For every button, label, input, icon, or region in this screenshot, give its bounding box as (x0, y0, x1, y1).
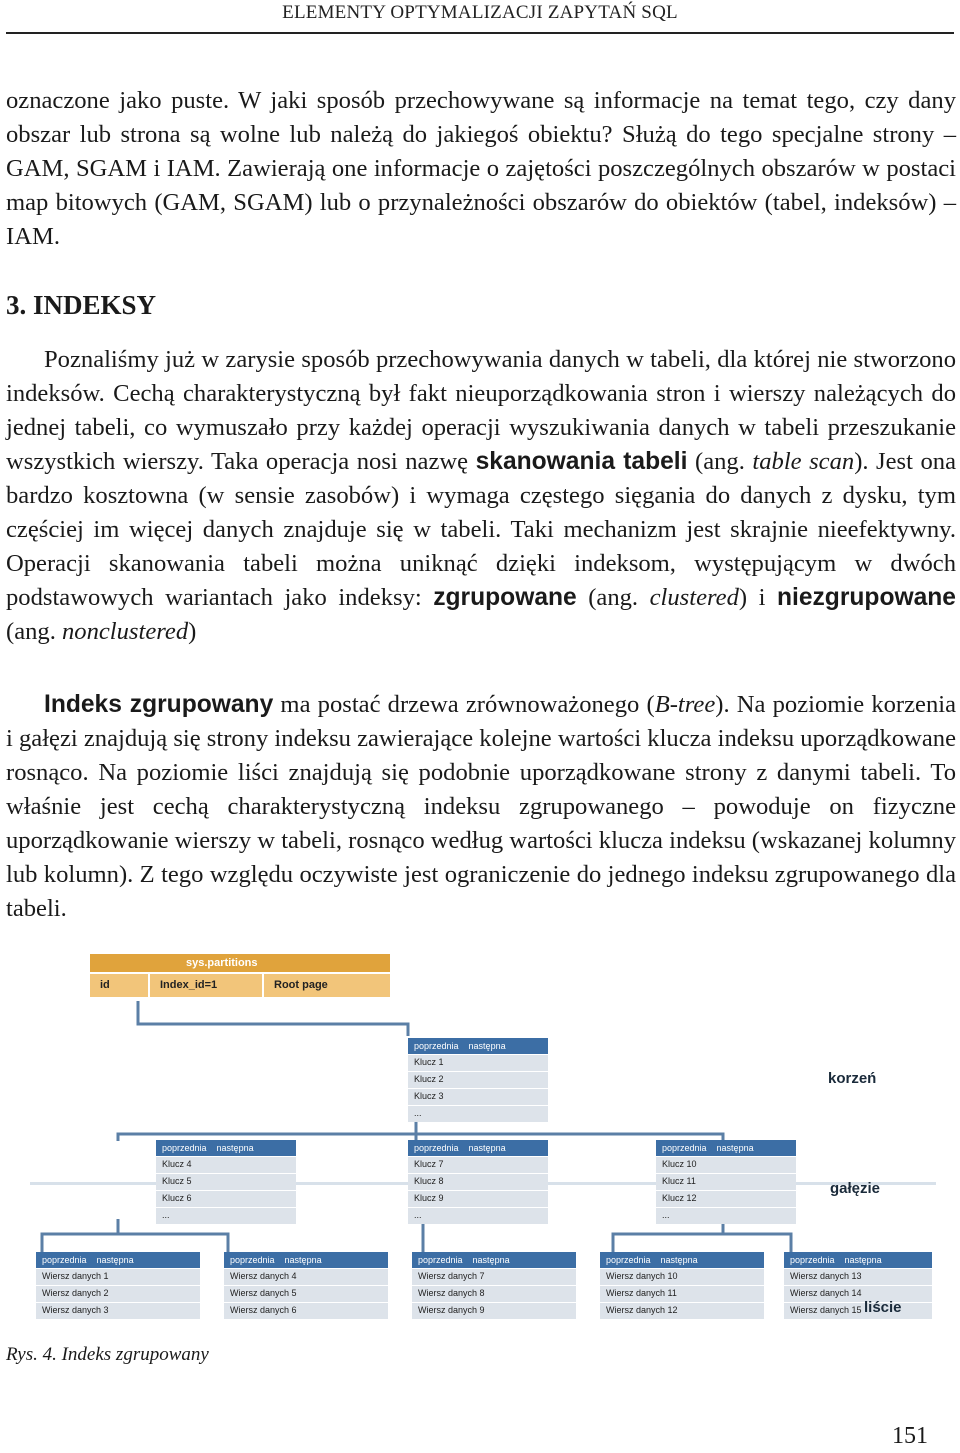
page-header: poprzednia następna (408, 1140, 548, 1156)
page-number: 151 (892, 1423, 928, 1449)
branch-row: Klucz 12 (656, 1190, 796, 1207)
level-label-root: korzeń (828, 1070, 877, 1087)
page-header: poprzednia następna (656, 1140, 796, 1156)
root-page (408, 1038, 548, 1122)
partition-cell-index-id: Index_id=1 (150, 974, 264, 997)
leaf-row: Wiersz danych 12 (600, 1302, 764, 1319)
leaf-page (412, 1252, 576, 1319)
branch-row: Klucz 4 (156, 1156, 296, 1173)
root-row: ... (408, 1105, 548, 1122)
paragraph-clustered (6, 688, 956, 926)
header-rule (6, 32, 954, 34)
sys-partitions-row (90, 974, 390, 997)
term-clustered-index: Indeks zgrupowany (44, 691, 274, 718)
term-table-scan: skanowania tabeli (475, 448, 688, 475)
paragraph-intro (6, 84, 956, 254)
page-header: poprzednia następna (412, 1252, 576, 1268)
root-row: Klucz 1 (408, 1054, 548, 1071)
leaf-page (600, 1252, 764, 1319)
leaf-page (224, 1252, 388, 1319)
level-label-branches: gałęzie (830, 1180, 881, 1197)
page-header: poprzednia następna (224, 1252, 388, 1268)
leaf-row: Wiersz danych 3 (36, 1302, 200, 1319)
branch-page (156, 1140, 296, 1224)
branch-row: Klucz 11 (656, 1173, 796, 1190)
paragraph-indexes-text: Poznaliśmy już w zarysie sposób przechowywania danych w tabeli, dla której nie stworzono indeksów. Cechą charakterystyczną był fakt nieuporządkowania stron i wierszy należących do jednej tabeli, co wymuszało przy każdej operacji wyszukiwania danych w tabeli przeszukanie wszystkich wierszy. Taka operacja nosi nazwę skanowania tabeli (ang. table scan). Jest ona bardzo kosztowna (w sensie zasobów) i wymaga częstego sięgania do danych z dysku, tym częściej im więcej danych znajduje się w tabeli. Taki mechanizm jest skrajnie nieefektywny. Operacji skanowania tabeli można uniknąć dzięki indeksom, występującym w dwóch podstawowych wariantach jako indeksy: zgrupowane (ang. clustered) i niezgrupowane (ang. nonclustered) (6, 346, 956, 645)
branch-row: ... (656, 1207, 796, 1224)
sys-partitions-table (90, 954, 390, 1001)
leaf-row: Wiersz danych 6 (224, 1302, 388, 1319)
leaf-page (784, 1252, 932, 1319)
branch-row: ... (408, 1207, 548, 1224)
leaf-row: Wiersz danych 11 (600, 1285, 764, 1302)
leaf-row: Wiersz danych 4 (224, 1268, 388, 1285)
branch-row: Klucz 7 (408, 1156, 548, 1173)
term-clustered: zgrupowane (433, 584, 577, 611)
page-header: poprzednia następna (408, 1038, 548, 1054)
branch-row: Klucz 8 (408, 1173, 548, 1190)
figure-caption: Rys. 4. Indeks zgrupowany (6, 1344, 209, 1365)
leaf-row: Wiersz danych 9 (412, 1302, 576, 1319)
sys-partitions-title: sys.partitions (90, 954, 390, 972)
level-label-leaves: liście (864, 1299, 902, 1316)
leaf-row: Wiersz danych 8 (412, 1285, 576, 1302)
leaf-row: Wiersz danych 10 (600, 1268, 764, 1285)
branch-row: Klucz 5 (156, 1173, 296, 1190)
running-head: ELEMENTY OPTYMALIZACJI ZAPYTAŃ SQL (282, 2, 678, 23)
term-nonclustered: niezgrupowane (776, 584, 956, 611)
partition-cell-id: id (90, 974, 150, 997)
clustered-index-diagram (28, 954, 938, 1326)
section-heading: 3. INDEKSY (6, 290, 157, 320)
page-header: poprzednia następna (36, 1252, 200, 1268)
page-header: poprzednia następna (784, 1252, 932, 1268)
leaf-row: Wiersz danych 2 (36, 1285, 200, 1302)
branch-row: Klucz 9 (408, 1190, 548, 1207)
partition-cell-root-page: Root page (274, 979, 328, 991)
leaf-row: Wiersz danych 5 (224, 1285, 388, 1302)
root-row: Klucz 2 (408, 1071, 548, 1088)
leaf-row: Wiersz danych 14 (784, 1285, 932, 1302)
paragraph-clustered-text: Indeks zgrupowany ma postać drzewa zrównoważonego (B-tree). Na poziomie korzenia i gałęzi znajdują się strony indeksu zawierające kolejne wartości klucza indeksu uporządkowane rosnąco. Na poziomie liści znajdują się podobnie uporządkowane strony z danymi tabeli. To właśnie jest cechą charakterystyczną indeksu zgrupowanego – powoduje on fizyczne uporządkowanie wierszy w tabeli, rosnąco według wartości klucza indeksu (wskazanej kolumny lub kolumn). Z tego względu oczywiste jest ograniczenie do jednego indeksu zgrupowanego dla tabeli. (6, 691, 956, 922)
root-row: Klucz 3 (408, 1088, 548, 1105)
leaf-row: Wiersz danych 13 (784, 1268, 932, 1285)
leaf-row: Wiersz danych 1 (36, 1268, 200, 1285)
branch-row: Klucz 10 (656, 1156, 796, 1173)
page-header: poprzednia następna (600, 1252, 764, 1268)
leaf-row: Wiersz danych 7 (412, 1268, 576, 1285)
leaf-row: Wiersz danych 15 (784, 1302, 932, 1319)
branch-page (656, 1140, 796, 1224)
paragraph-intro-text: oznaczone jako puste. W jaki sposób przechowywane są informacje na temat tego, czy dany obszar lub strona są wolne lub należą do jakiegoś obiektu? Służą do tego specjalne strony – GAM, SGAM i IAM. Zawierają one informacje o zajętości poszczególnych obszarów w postaci map bitowych (GAM, SGAM) lub o przynależności obszarów do obiektów (tabel, indeksów) – IAM. (6, 87, 956, 250)
branch-row: Klucz 6 (156, 1190, 296, 1207)
branch-row: ... (156, 1207, 296, 1224)
paragraph-indexes (6, 343, 956, 649)
page-header: poprzednia następna (156, 1140, 296, 1156)
branch-page (408, 1140, 548, 1224)
leaf-page (36, 1252, 200, 1319)
